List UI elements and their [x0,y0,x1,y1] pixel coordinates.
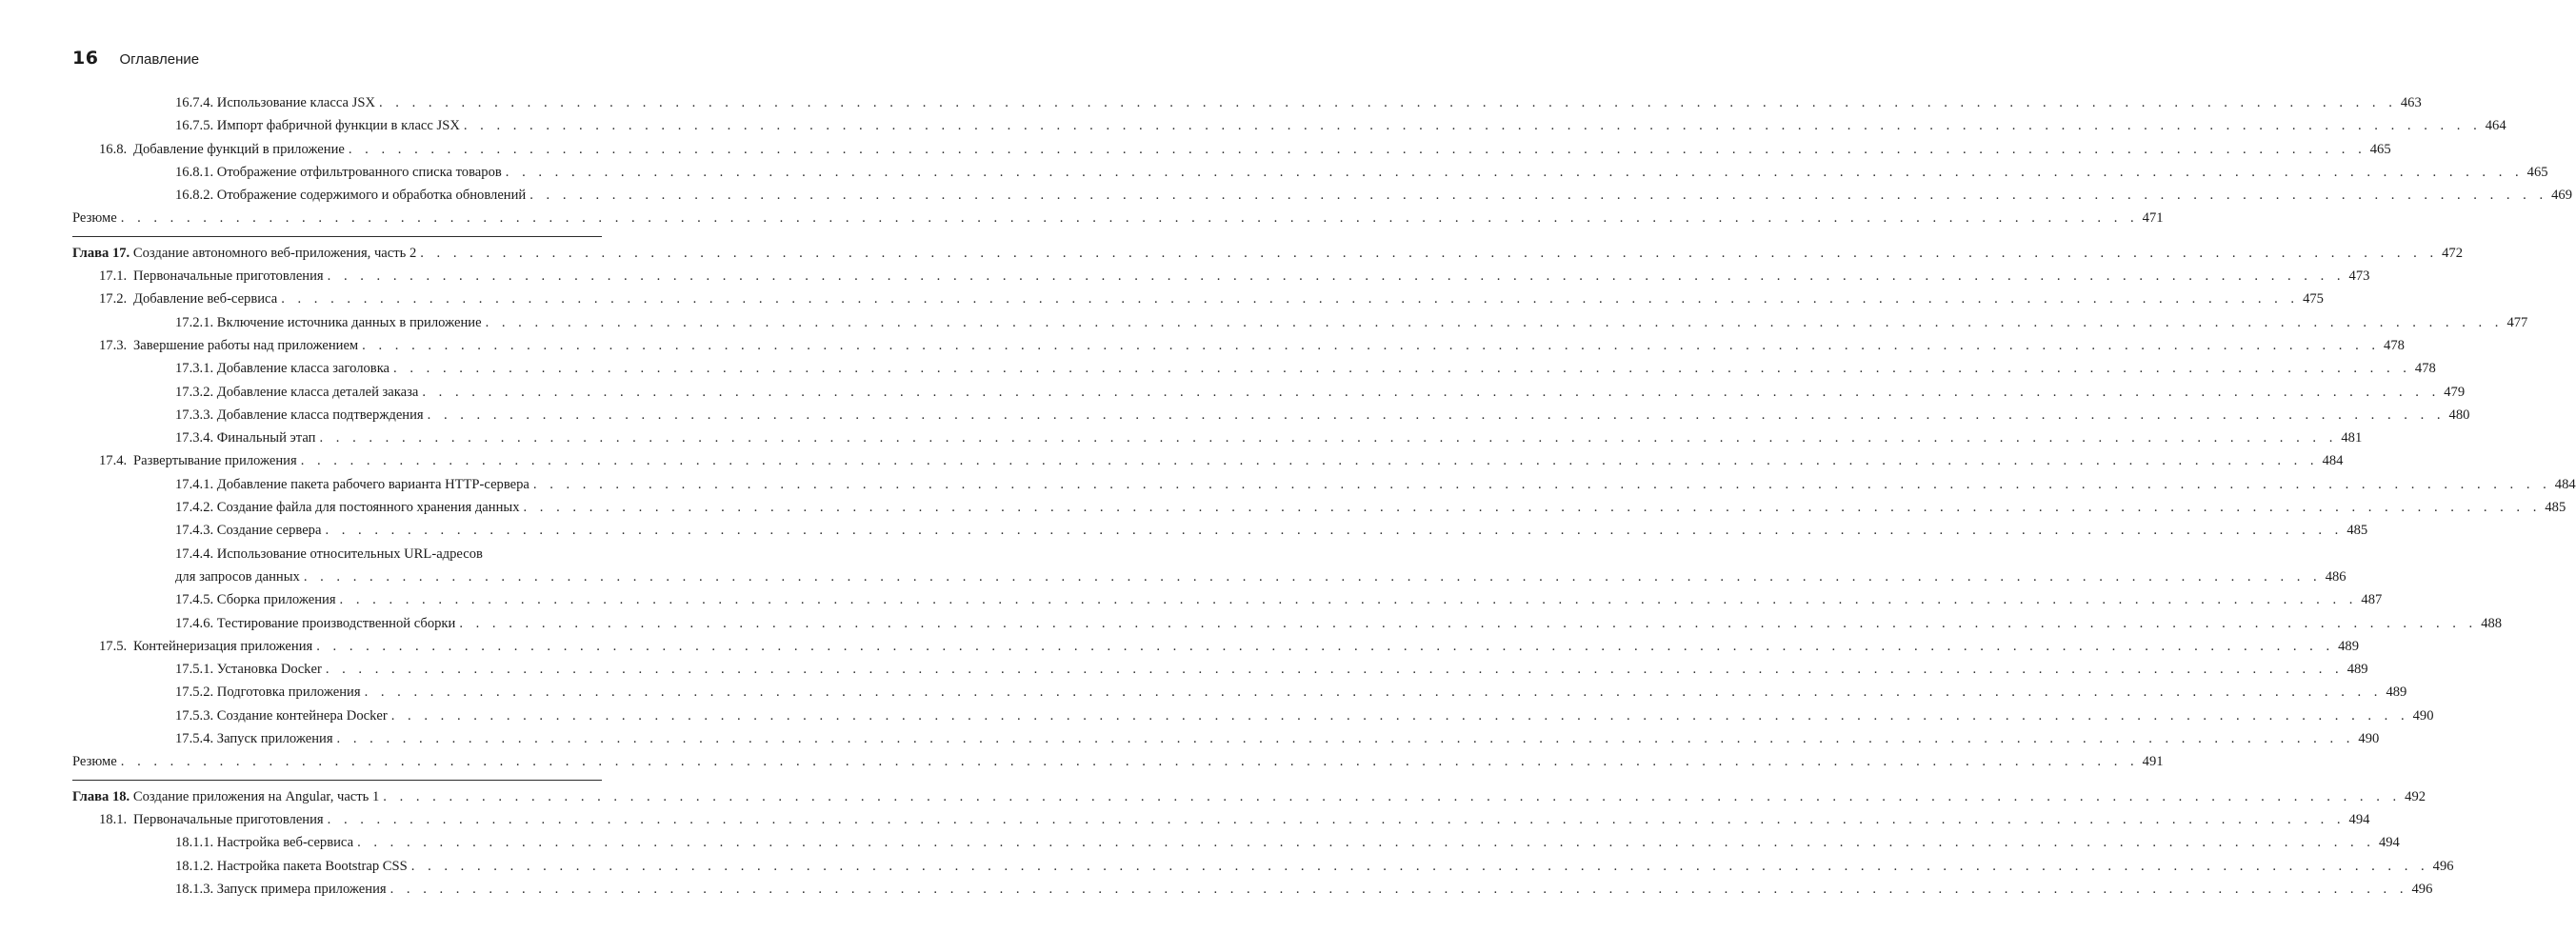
toc-entry [72,265,2370,288]
dot-leader: . . . . . . . . . . . . . . . . . . . . . . . . . . . . . . . . . . . . . . . . . . . . . . . . . . . . . . . . . . . . . . . . . . . . . . . . . . . . . . . . . . . . . . . . . . . . . . . . . . . . . . . . . . . . . . . . . . . . . . . . . . . [427,407,2446,423]
toc-entry [72,288,2324,310]
dot-leader: . . . . . . . . . . . . . . . . . . . . . . . . . . . . . . . . . . . . . . . . . . . . . . . . . . . . . . . . . . . . . . . . . . . . . . . . . . . . . . . . . . . . . . . . . . . . . . . . . . . . . . . . . . . . . . . . . . . . . . . . . . . [316,638,2335,654]
toc-entry-page: 475 [2303,291,2324,307]
toc-entry-title: 17.2.1. Включение источника данных в приложение [175,314,482,330]
toc-entry [72,473,2576,496]
toc-entry [72,635,2359,658]
toc-entry-title: 16.7.5. Импорт фабричной функции в класс JSX [175,118,460,134]
dot-leader: . . . . . . . . . . . . . . . . . . . . . . . . . . . . . . . . . . . . . . . . . . . . . . . . . . . . . . . . . . . . . . . . . . . . . . . . . . . . . . . . . . . . . . . . . . . . . . . . . . . . . . . . . . . . . . . . . . . . . . . . . . . [319,430,2338,446]
toc-entry-page: 490 [2358,731,2380,747]
toc-entry-title: 17.4.2. Создание файла для постоянного хранения данных [175,500,520,516]
toc-entry [72,588,2383,611]
toc-entry-page: 481 [2341,430,2363,446]
toc-entry-number: 17.1. [99,268,128,285]
dot-leader: . . . . . . . . . . . . . . . . . . . . . . . . . . . . . . . . . . . . . . . . . . . . . . . . . . . . . . . . . . . . . . . . . . . . . . . . . . . . . . . . . . . . . . . . . . . . . . . . . . . . . . . . . . . . . . . . . . . . . . . . . . . [339,592,2358,608]
toc-entry-title: 16.8.2. Отображение содержимого и обработка обновлений [175,188,527,204]
toc-entry-page: 484 [2554,476,2576,492]
dot-leader: . . . . . . . . . . . . . . . . . . . . . . . . . . . . . . . . . . . . . . . . . . . . . . . . . . . . . . . . . . . . . . . . . . . . . . . . . . . . . . . . . . . . . . . . . . . . . . . . . . . . . . . . . . . . . . . . . . . . . . . . . . . [357,835,2375,851]
toc-entry-page: 496 [2411,881,2433,897]
toc-entry-page: 489 [2346,662,2368,678]
dot-leader: . . . . . . . . . . . . . . . . . . . . . . . . . . . . . . . . . . . . . . . . . . . . . . . . . . . . . . . . . . . . . . . . . . . . . . . . . . . . . . . . . . . . . . . . . . . . . . . . . . . . . . . . . . . . . . . . . . . . . . . . . . . [529,188,2548,204]
toc-entry-page: 469 [2551,188,2573,204]
toc-entry-page: 490 [2412,707,2434,724]
toc-entry-title: Первоначальные приготовления [133,268,324,285]
toc-entry [72,519,2368,542]
dot-leader: . . . . . . . . . . . . . . . . . . . . . . . . . . . . . . . . . . . . . . . . . . . . . . . . . . . . . . . . . . . . . . . . . . . . . . . . . . . . . . . . . . . . . . . . . . . . . . . . . . . . . . . . . . . . . . . . . . . . . . . . . . . [410,858,2429,874]
toc-entry-title: 18.1.2. Настройка пакета Bootstrap CSS [175,858,408,874]
toc-entry-number: 16.8. [99,141,128,157]
toc-entry-title: 17.3.2. Добавление класса деталей заказа [175,384,419,400]
toc-entry-page: 479 [2444,384,2466,400]
toc-entry-page: 488 [2481,615,2503,631]
toc-entry-title: 17.3.4. Финальный этап [175,430,316,446]
dot-leader: . . . . . . . . . . . . . . . . . . . . . . . . . . . . . . . . . . . . . . . . . . . . . . . . . . . . . . . . . . . . . . . . . . . . . . . . . . . . . . . . . . . . . . . . . . . . . . . . . . . . . . . . . . . . . . . . . . . . . . . . . . . [281,291,2300,307]
toc-entry-page: 463 [2400,95,2422,110]
dot-leader: . . . . . . . . . . . . . . . . . . . . . . . . . . . . . . . . . . . . . . . . . . . . . . . . . . . . . . . . . . . . . . . . . . . . . . . . . . . . . . . . . . . . . . . . . . . . . . . . . . . . . . . . . . . . . . . . . . . . . . . . . . . [379,95,2397,110]
dot-leader: . . . . . . . . . . . . . . . . . . . . . . . . . . . . . . . . . . . . . . . . . . . . . . . . . . . . . . . . . . . . . . . . . . . . . . . . . . . . . . . . . . . . . . . . . . . . . . . . . . . . . . . . . . . . . . . . . . . . . . . . . . . [336,731,2355,747]
toc-entry-title: Добавление функций в приложение [133,141,345,157]
toc-entry-title: 17.5.2. Подготовка приложения [175,684,361,701]
toc-entry [72,404,2470,426]
toc-entry-title: 17.5.1. Установка Docker [175,662,322,678]
dot-leader: . . . . . . . . . . . . . . . . . . . . . . . . . . . . . . . . . . . . . . . . . . . . . . . . . . . . . . . . . . . . . . . . . . . . . . . . . . . . . . . . . . . . . . . . . . . . . . . . . . . . . . . . . . . . . . . . . . . . . . . . . . . [389,881,2408,897]
dot-leader: . . . . . . . . . . . . . . . . . . . . . . . . . . . . . . . . . . . . . . . . . . . . . . . . . . . . . . . . . . . . . . . . . . . . . . . . . . . . . . . . . . . . . . . . . . . . . . . . . . . . . . . . . . . . . . . . . . . . . . . . . . . [362,337,2381,353]
toc-entry-title: 18.1.1. Настройка веб-сервиса [175,835,354,851]
toc-entry-title: Контейнеризация приложения [133,638,313,654]
toc-entry-title-continued: для запросов данных [175,568,300,585]
toc-entry-page: 487 [2361,592,2383,608]
toc-entry [72,426,2363,449]
toc-entry [72,681,2407,704]
toc-entry-page: 494 [2378,835,2400,851]
toc-entry-page: 489 [2338,638,2359,654]
table-of-contents [72,91,2576,901]
toc-entry-title: 17.4.3. Создание сервера [175,523,322,539]
toc-chapter-entry [72,780,2426,808]
toc-entry-title: 17.4.1. Добавление пакета рабочего варианта HTTP-сервера [175,476,529,492]
toc-entry-title: Создание автономного веб-приложения, часть 2 [132,245,417,261]
chapter-label: Глава 18. [72,788,130,804]
toc-entry [72,138,2391,161]
toc-entry [72,704,2434,727]
toc-entry [72,543,2346,589]
toc-entry-summary [72,207,2164,229]
toc-entry [72,855,2454,878]
toc-entry-page: 477 [2506,314,2528,330]
toc-entry-title: Развертывание приложения [133,453,297,469]
toc-entry [72,831,2400,854]
toc-entry [72,114,2506,137]
toc-entry [72,161,2548,184]
toc-entry-page: 464 [2485,118,2506,134]
toc-entry-title: 17.4.6. Тестирование производственной сборки [175,615,456,631]
dot-leader: . . . . . . . . . . . . . . . . . . . . . . . . . . . . . . . . . . . . . . . . . . . . . . . . . . . . . . . . . . . . . . . . . . . . . . . . . . . . . . . . . . . . . . . . . . . . . . . . . . . . . . . . . . . . . . . . . . . . . . . . . . . [327,811,2346,827]
dot-leader: . . . . . . . . . . . . . . . . . . . . . . . . . . . . . . . . . . . . . . . . . . . . . . . . . . . . . . . . . . . . . . . . . . . . . . . . . . . . . . . . . . . . . . . . . . . . . . . . . . . . . . . . . . . . . . . . . . . . . . . . . . . [364,684,2383,701]
dot-leader: . . . . . . . . . . . . . . . . . . . . . . . . . . . . . . . . . . . . . . . . . . . . . . . . . . . . . . . . . . . . . . . . . . . . . . . . . . . . . . . . . . . . . . . . . . . . . . . . . . . . . . . . . . . . . . . . . . . . . . . . . . . [505,164,2524,180]
dot-leader: . . . . . . . . . . . . . . . . . . . . . . . . . . . . . . . . . . . . . . . . . . . . . . . . . . . . . . . . . . . . . . . . . . . . . . . . . . . . . . . . . . . . . . . . . . . . . . . . . . . . . . . . . . . . . . . . . . . . . . . . . . . [120,754,2139,770]
toc-entry [72,91,2422,114]
toc-entry-title: Резюме [72,210,117,227]
dot-leader: . . . . . . . . . . . . . . . . . . . . . . . . . . . . . . . . . . . . . . . . . . . . . . . . . . . . . . . . . . . . . . . . . . . . . . . . . . . . . . . . . . . . . . . . . . . . . . . . . . . . . . . . . . . . . . . . . . . . . . . . . . . [325,662,2344,678]
toc-entry [72,334,2405,357]
toc-entry [72,658,2368,681]
toc-entry-title: Резюме [72,754,117,770]
dot-leader: . . . . . . . . . . . . . . . . . . . . . . . . . . . . . . . . . . . . . . . . . . . . . . . . . . . . . . . . . . . . . . . . . . . . . . . . . . . . . . . . . . . . . . . . . . . . . . . . . . . . . . . . . . . . . . . . . . . . . . . . . . . [459,615,2478,631]
dot-leader: . . . . . . . . . . . . . . . . . . . . . . . . . . . . . . . . . . . . . . . . . . . . . . . . . . . . . . . . . . . . . . . . . . . . . . . . . . . . . . . . . . . . . . . . . . . . . . . . . . . . . . . . . . . . . . . . . . . . . . . . . . . [327,268,2346,285]
chapter-label: Глава 17. [72,245,130,261]
dot-leader: . . . . . . . . . . . . . . . . . . . . . . . . . . . . . . . . . . . . . . . . . . . . . . . . . . . . . . . . . . . . . . . . . . . . . . . . . . . . . . . . . . . . . . . . . . . . . . . . . . . . . . . . . . . . . . . . . . . . . . . . . . . [485,314,2504,330]
toc-entry [72,808,2370,831]
dot-leader: . . . . . . . . . . . . . . . . . . . . . . . . . . . . . . . . . . . . . . . . . . . . . . . . . . . . . . . . . . . . . . . . . . . . . . . . . . . . . . . . . . . . . . . . . . . . . . . . . . . . . . . . . . . . . . . . . . . . . . . . . . . [300,453,2319,469]
toc-entry [72,381,2466,404]
page-number: 16 [72,48,99,69]
toc-entry-page: 486 [2325,568,2346,585]
toc-entry-page: 471 [2142,210,2164,227]
toc-entry-title: 17.5.3. Создание контейнера Docker [175,707,388,724]
toc-entry-title: 16.7.4. Использование класса JSX [175,95,375,110]
page-header [72,48,199,74]
toc-entry-title: 17.3.3. Добавление класса подтверждения [175,407,424,423]
toc-entry-title: 16.8.1. Отображение отфильтрованного списка товаров [175,164,502,180]
toc-entry-page: 480 [2448,407,2470,423]
toc-entry [72,357,2436,380]
toc-entry-page: 491 [2142,754,2164,770]
toc-entry-number: 17.3. [99,337,128,353]
toc-entry-page: 478 [2414,361,2436,377]
toc-entry [72,612,2503,635]
dot-leader: . . . . . . . . . . . . . . . . . . . . . . . . . . . . . . . . . . . . . . . . . . . . . . . . . . . . . . . . . . . . . . . . . . . . . . . . . . . . . . . . . . . . . . . . . . . . . . . . . . . . . . . . . . . . . . . . . . . . . . . . . . . [120,210,2139,227]
toc-entry [72,449,2344,472]
toc-entry-page: 494 [2348,811,2370,827]
dot-leader: . . . . . . . . . . . . . . . . . . . . . . . . . . . . . . . . . . . . . . . . . . . . . . . . . . . . . . . . . . . . . . . . . . . . . . . . . . . . . . . . . . . . . . . . . . . . . . . . . . . . . . . . . . . . . . . . . . . . . . . . . . . [390,707,2409,724]
toc-entry [72,496,2566,519]
toc-entry-title: Создание приложения на Angular, часть 1 [132,788,380,804]
dot-leader: . . . . . . . . . . . . . . . . . . . . . . . . . . . . . . . . . . . . . . . . . . . . . . . . . . . . . . . . . . . . . . . . . . . . . . . . . . . . . . . . . . . . . . . . . . . . . . . . . . . . . . . . . . . . . . . . . . . . . . . . . . . [393,361,2411,377]
toc-entry-number: 17.4. [99,453,128,469]
toc-entry-page: 485 [2346,523,2368,539]
toc-entry-title: Первоначальные приготовления [133,811,324,827]
toc-entry-title: 18.1.3. Запуск примера приложения [175,881,387,897]
dot-leader: . . . . . . . . . . . . . . . . . . . . . . . . . . . . . . . . . . . . . . . . . . . . . . . . . . . . . . . . . . . . . . . . . . . . . . . . . . . . . . . . . . . . . . . . . . . . . . . . . . . . . . . . . . . . . . . . . . . . . . . . . . . [420,245,2439,261]
toc-entry-page: 485 [2545,500,2566,516]
toc-entry-page: 465 [2526,164,2548,180]
dot-leader: . . . . . . . . . . . . . . . . . . . . . . . . . . . . . . . . . . . . . . . . . . . . . . . . . . . . . . . . . . . . . . . . . . . . . . . . . . . . . . . . . . . . . . . . . . . . . . . . . . . . . . . . . . . . . . . . . . . . . . . . . . . [463,118,2482,134]
toc-entry-page: 473 [2348,268,2370,285]
dot-leader: . . . . . . . . . . . . . . . . . . . . . . . . . . . . . . . . . . . . . . . . . . . . . . . . . . . . . . . . . . . . . . . . . . . . . . . . . . . . . . . . . . . . . . . . . . . . . . . . . . . . . . . . . . . . . . . . . . . . . . . . . . . [523,500,2542,516]
toc-chapter-entry [72,236,2464,265]
toc-entry-number: 17.2. [99,291,128,307]
toc-entry [72,727,2380,750]
toc-entry-title: 17.4.5. Сборка приложения [175,592,336,608]
dot-leader: . . . . . . . . . . . . . . . . . . . . . . . . . . . . . . . . . . . . . . . . . . . . . . . . . . . . . . . . . . . . . . . . . . . . . . . . . . . . . . . . . . . . . . . . . . . . . . . . . . . . . . . . . . . . . . . . . . . . . . . . . . . [383,788,2402,804]
toc-entry-page: 472 [2442,245,2464,261]
toc-entry-title: 17.5.4. Запуск приложения [175,731,333,747]
toc-entry-title: 17.4.4. Использование относительных URL-адресов [175,545,483,562]
toc-entry-page: 489 [2386,684,2407,701]
toc-entry-title: 17.3.1. Добавление класса заголовка [175,361,390,377]
toc-entry-number: 17.5. [99,638,128,654]
toc-entry-page: 496 [2432,858,2454,874]
dot-leader: . . . . . . . . . . . . . . . . . . . . . . . . . . . . . . . . . . . . . . . . . . . . . . . . . . . . . . . . . . . . . . . . . . . . . . . . . . . . . . . . . . . . . . . . . . . . . . . . . . . . . . . . . . . . . . . . . . . . . . . . . . . [422,384,2441,400]
toc-entry-page: 465 [2369,141,2391,157]
running-head: Оглавление [119,51,200,68]
toc-entry [72,878,2433,901]
dot-leader: . . . . . . . . . . . . . . . . . . . . . . . . . . . . . . . . . . . . . . . . . . . . . . . . . . . . . . . . . . . . . . . . . . . . . . . . . . . . . . . . . . . . . . . . . . . . . . . . . . . . . . . . . . . . . . . . . . . . . . . . . . . [348,141,2366,157]
toc-entry-title: Завершение работы над приложением [133,337,359,353]
toc-entry-page: 492 [2405,788,2426,804]
dot-leader: . . . . . . . . . . . . . . . . . . . . . . . . . . . . . . . . . . . . . . . . . . . . . . . . . . . . . . . . . . . . . . . . . . . . . . . . . . . . . . . . . . . . . . . . . . . . . . . . . . . . . . . . . . . . . . . . . . . . . . . . . . . [303,568,2322,585]
toc-entry-summary [72,750,2164,773]
toc-entry-page: 478 [2384,337,2405,353]
toc-entry-title: Добавление веб-сервиса [133,291,278,307]
toc-entry-number: 18.1. [99,811,128,827]
dot-leader: . . . . . . . . . . . . . . . . . . . . . . . . . . . . . . . . . . . . . . . . . . . . . . . . . . . . . . . . . . . . . . . . . . . . . . . . . . . . . . . . . . . . . . . . . . . . . . . . . . . . . . . . . . . . . . . . . . . . . . . . . . . [325,523,2344,539]
toc-entry [72,184,2573,207]
toc-entry [72,311,2528,334]
toc-entry-page: 484 [2322,453,2344,469]
dot-leader: . . . . . . . . . . . . . . . . . . . . . . . . . . . . . . . . . . . . . . . . . . . . . . . . . . . . . . . . . . . . . . . . . . . . . . . . . . . . . . . . . . . . . . . . . . . . . . . . . . . . . . . . . . . . . . . . . . . . . . . . . . . [532,476,2551,492]
